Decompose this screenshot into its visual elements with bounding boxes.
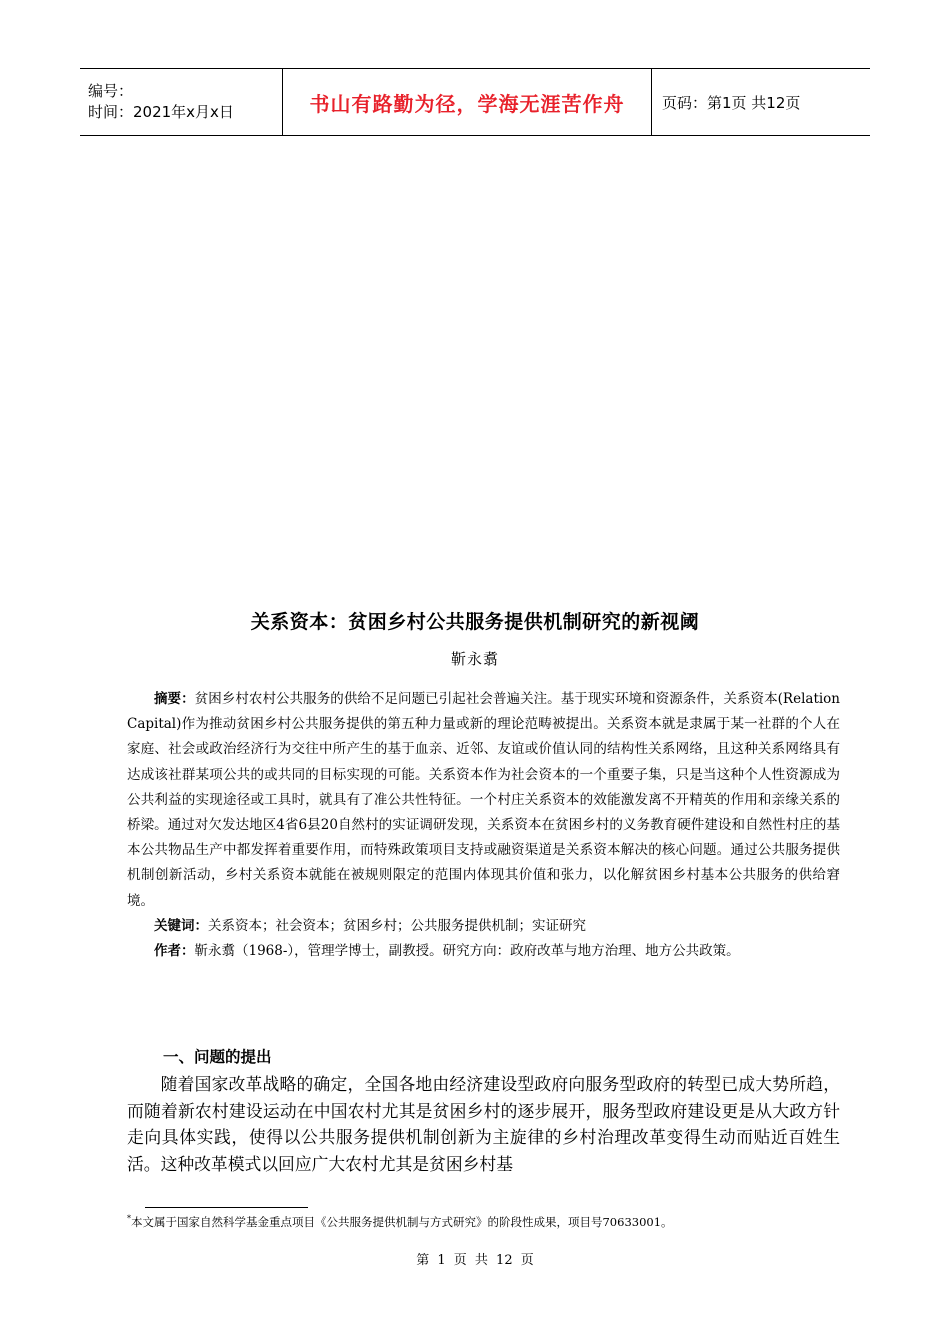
page-footer: 第 1 页 共 12 页 (416, 1253, 534, 1268)
abstract-block (127, 687, 840, 964)
section-heading: 一、问题的提出 (163, 1048, 272, 1066)
keywords-paragraph (127, 914, 840, 939)
motto: 书山有路勤为径，学海无涯苦作舟 (309, 91, 625, 116)
header-meta-cell (80, 69, 282, 135)
author-bio-label: 作者： (154, 943, 195, 960)
abstract-paragraph (127, 687, 840, 914)
header-motto-cell (282, 69, 652, 135)
header-table (80, 68, 870, 136)
author-bio-paragraph (127, 939, 840, 964)
keywords-label: 关键词： (154, 917, 208, 934)
article-title: 关系资本：贫困乡村公共服务提供机制研究的新视阈 (250, 611, 700, 633)
article-author: 靳永翥 (450, 650, 499, 668)
footnote (127, 1214, 673, 1230)
page-info: 页码：第1页 共12页 (662, 93, 801, 112)
abstract-label: 摘要： (154, 691, 195, 707)
section-paragraph: 随着国家改革战略的确定，全国各地由经济建设型政府向服务型政府的转型已成大势所趋，而随着新农村建设运动在中国农村尤其是贫困乡村的逐步展开，服务型政府建设更是从大政方针走向具体实践，使得以公共服务提供机制创新为主旋律的乡村治理改革变得生动而贴近百姓生活。这种改革模式以回应广大农村尤其是贫困乡村基 (127, 1074, 840, 1174)
abstract-text: 贫困乡村农村公共服务的供给不足问题已引起社会普遍关注。基于现实环境和资源条件，关系资本(Relation Capital)作为推动贫困乡村公共服务提供的第五种力量或新的理论范畴被提出。关系资本就是隶属于某一社群的个人在家庭、社会或政治经济行为交往中所产生的基于血亲、近邻、友谊或价值认同的结构性关系网络，且这种关系网络具有达成该社群某项公共的或共同的目标实现的可能。关系资本作为社会资本的一个重要子集，只是当这种个人性资源成为公共利益的实现途径或工具时，就具有了准公共性特征。一个村庄关系资本的效能激发离不开精英的作用和亲缘关系的桥梁。通过对欠发达地区4省6县20自然村的实证调研发现，关系资本在贫困乡村的义务教育硬件建设和自然性村庄的基本公共物品生产中都发挥着重要作用，而特殊政策项目支持或融资渠道是关系资本解决的核心问题。通过公共服务提供机制创新活动，乡村关系资本就能在被规则限定的范围内体现其价值和张力，以化解贫困乡村基本公共服务的供给窘境。 (127, 691, 841, 909)
header-page-cell (652, 69, 870, 135)
footnote-divider (145, 1207, 308, 1208)
footnote-marker: * (127, 1214, 131, 1224)
keywords-text: 关系资本；社会资本；贫困乡村；公共服务提供机制；实证研究 (208, 917, 586, 934)
number-label: 编号： (88, 82, 134, 100)
author-bio-text: 靳永翥（1968-），管理学博士，副教授。研究方向：政府改革与地方治理、地方公共政策。 (194, 943, 740, 960)
date-label: 时间：2021年x月x日 (88, 103, 234, 121)
footnote-text: 本文属于国家自然科学基金重点项目《公共服务提供机制与方式研究》的阶段性成果，项目号70633001。 (131, 1215, 673, 1229)
section-body (127, 1071, 840, 1177)
